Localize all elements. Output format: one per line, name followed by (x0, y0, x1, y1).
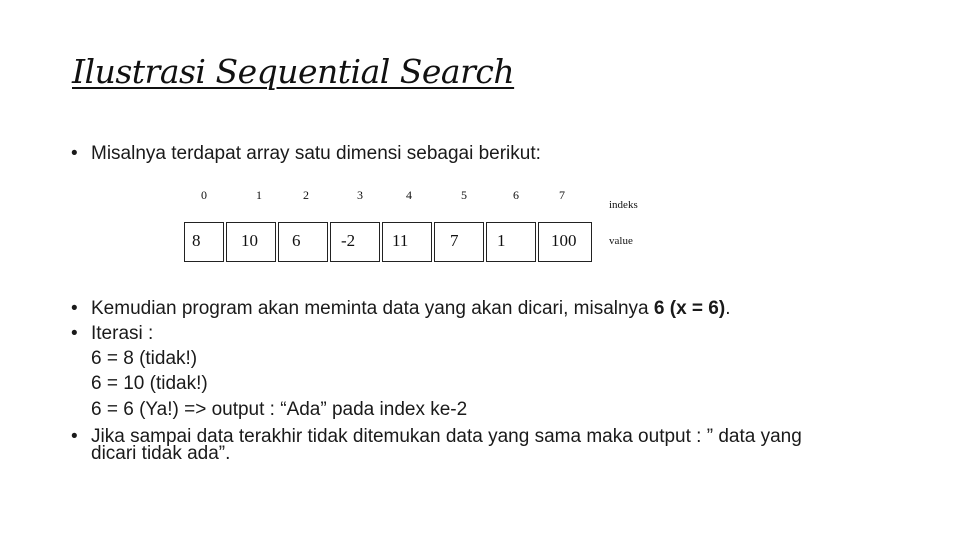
bullet-search-suffix: . (725, 298, 731, 319)
bullet-dot: • (71, 143, 78, 164)
array-value-4: 11 (392, 231, 409, 250)
array-index-5: 5 (461, 188, 467, 202)
value-label: value (609, 235, 633, 247)
array-index-1: 1 (256, 188, 262, 202)
bullet-search-prefix: Kemudian program akan meminta data yang akan dicari, misalnya (91, 298, 654, 319)
bullet-intro (71, 143, 541, 166)
bullet-iterasi-text: Iterasi : (91, 323, 154, 344)
array-value-7: 100 (551, 231, 577, 250)
array-value-3: -2 (341, 231, 356, 250)
bullet-intro-text: Misalnya terdapat array satu dimensi sebagai berikut: (91, 143, 541, 164)
array-value-2: 6 (292, 231, 301, 250)
array-index-4: 4 (406, 188, 412, 202)
iteration-line-1: 6 = 8 (tidak!) (91, 348, 198, 369)
bullet-not-found-line2: dicari tidak ada”. (91, 443, 231, 464)
slide-title: Ilustrasi Sequential Search (72, 52, 515, 91)
bullet-dot: • (71, 426, 78, 447)
bullet-dot: • (71, 298, 78, 319)
iteration-line-3: 6 = 6 (Ya!) => output : “Ada” pada index ke-2 (91, 399, 468, 420)
bullet-search-value (71, 298, 731, 321)
array-index-6: 6 (513, 188, 519, 202)
array-index-2: 2 (303, 188, 309, 202)
array-index-7: 7 (559, 188, 565, 202)
bullet-not-found-line1: Jika sampai data terakhir tidak ditemukan data yang sama maka output : ” data yang (91, 426, 802, 447)
array-cell-2 (278, 222, 328, 262)
array-index-0: 0 (201, 188, 207, 202)
index-label: indeks (609, 199, 638, 211)
array-index-3: 3 (357, 188, 363, 202)
array-cell-6 (486, 222, 536, 262)
bullet-search-bold: 6 (x = 6) (653, 298, 726, 319)
array-value-0: 8 (192, 231, 201, 250)
array-value-5: 7 (450, 231, 459, 250)
array-value-1: 10 (241, 231, 258, 250)
iteration-line-2: 6 = 10 (tidak!) (91, 373, 208, 394)
array-cell-0 (184, 222, 224, 262)
bullet-dot: • (71, 323, 78, 344)
array-value-6: 1 (497, 231, 506, 250)
bullet-iterasi (71, 323, 154, 346)
array-cell-5 (434, 222, 484, 262)
